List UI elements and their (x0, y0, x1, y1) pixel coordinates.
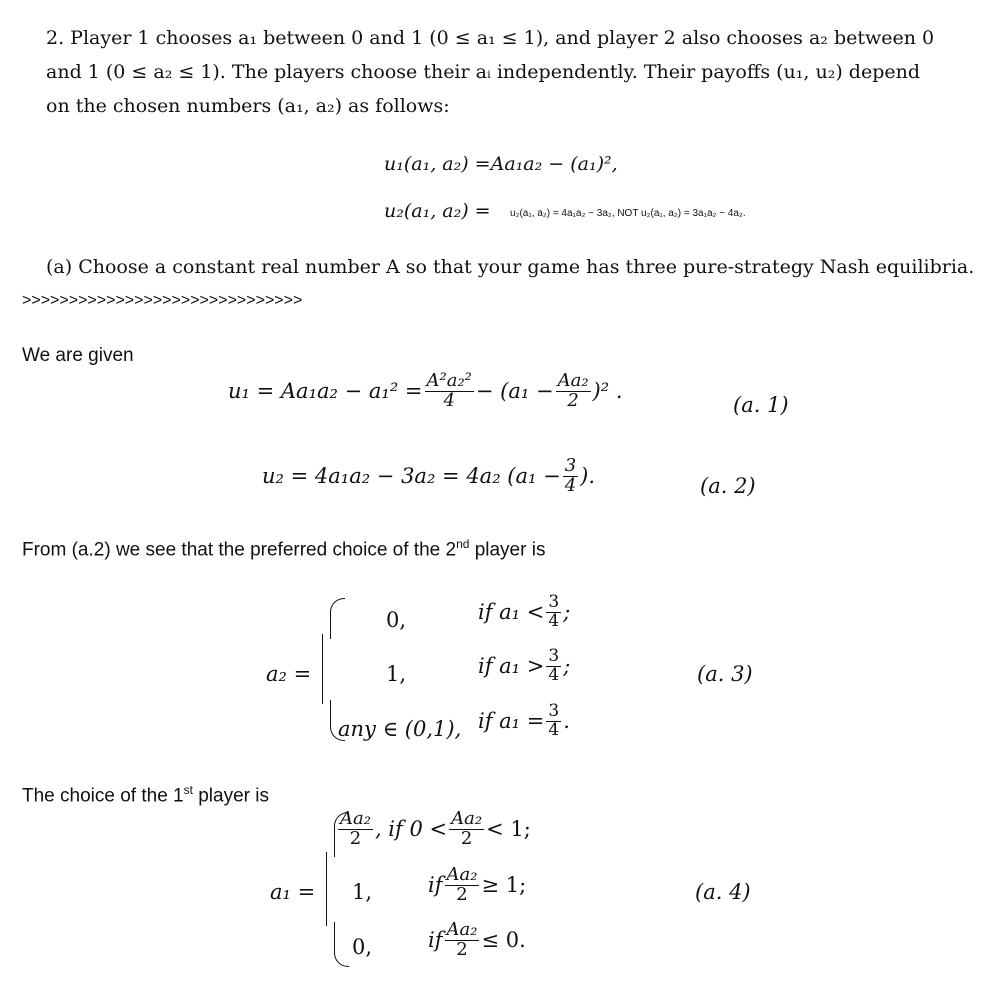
a1-case-1-tail: < 1; (486, 817, 531, 842)
a2-case-2-den: 4 (548, 664, 560, 685)
a1-case-1-cond-den: 2 (460, 827, 473, 849)
choice1-post: player is (192, 785, 269, 807)
a2-case-1-cond (478, 594, 570, 631)
a2-case-3-num: 3 (548, 701, 560, 721)
eq-label-a4: (a. 4) (695, 880, 751, 904)
a2-brace-top (330, 598, 345, 639)
a2-case-1-cond-text: if a₁ < (478, 600, 545, 625)
a2-case-2-num: 3 (548, 646, 560, 666)
eq2-end: ). (580, 464, 596, 489)
eq-label-a1: (a. 1) (733, 393, 789, 417)
a2-case-3-value: any ∈ (0,1), (338, 717, 462, 741)
a1-case-2-cond (428, 866, 526, 905)
second-player-text (22, 537, 545, 561)
eq1-end: )² . (592, 379, 623, 404)
problem-line-3: on the chosen numbers (a₁, a₂) as follows: (46, 95, 450, 117)
a1-brace-mid (326, 852, 327, 926)
a1-case-2-value: 1, (352, 880, 373, 904)
eq-label-a3: (a. 3) (697, 662, 753, 686)
a1-case-2-frac (445, 866, 480, 905)
eq1-frac-den: 4 (443, 389, 455, 411)
a2-case-1-frac (546, 594, 561, 631)
problem-line-2: and 1 (0 ≤ a₂ ≤ 1). The players choose their aᵢ independently. Their payoffs (u₁, u₂) depend (46, 61, 920, 83)
eq2-lhs: u₂ = 4a₁a₂ − 3a₂ = 4a₂ (a₁ − (262, 464, 561, 489)
a2-case-3-den: 4 (548, 719, 560, 740)
a1-case-2-num: Aa₂ (446, 864, 478, 885)
eq-label-a2: (a. 2) (700, 474, 756, 498)
eq1-mid: − (a₁ − (475, 379, 554, 404)
eq1-frac2-den: 2 (567, 389, 579, 411)
a2-case-2-tail: ; (563, 654, 571, 679)
first-player-text (22, 783, 269, 807)
a2-case-2-frac (546, 648, 561, 685)
a1-case-2-if: if (428, 873, 443, 898)
a2-case-2-cond (478, 648, 570, 685)
a1-case-2-tail: ≥ 1; (481, 873, 527, 898)
choice1-pre: The choice of the 1 (22, 785, 184, 807)
a2-case-1-tail: ; (563, 600, 571, 625)
a1-brace-bottom (334, 922, 349, 967)
part-a-question: (a) Choose a constant real number A so that your game has three pure-strategy Nash equilibria. (46, 256, 975, 278)
a1-case-1-num: Aa₂ (340, 808, 371, 829)
a1-case-3-cond (428, 921, 526, 960)
a1-case-3-value: 0, (352, 935, 373, 959)
eq2-frac-num: 3 (564, 455, 577, 476)
eq1-fraction (425, 372, 474, 411)
a1-case-3-den: 2 (456, 938, 468, 960)
a2-lhs: a₂ = (266, 662, 312, 686)
a1-case-1-cond: , if 0 < (374, 817, 448, 842)
eq1-frac-num: A²a₂² (426, 370, 472, 391)
u2-correction-note: u₂(a₁, a₂) = 4a₁a₂ − 3a₂, NOT u₂(a₁, a₂) = 3a₁a₂ − 4a₂. (510, 208, 746, 219)
eq2-frac-den: 4 (564, 474, 577, 496)
a1-case-3-num: Aa₂ (446, 919, 478, 940)
equation-a1 (228, 372, 623, 411)
eq2-fraction (563, 457, 578, 496)
choice1-sup: st (183, 783, 193, 797)
a2-brace-mid (322, 634, 323, 704)
given-label: We are given (22, 345, 134, 366)
a2-case-3-cond (478, 703, 570, 740)
a2-case-2-value: 1, (386, 662, 407, 686)
u1-definition: u₁(a₁, a₂) =Aa₁a₂ − (a₁)², (384, 153, 618, 175)
eq1-fraction-2 (556, 372, 591, 411)
a1-case-1-den: 2 (349, 827, 362, 849)
a2-case-1-den: 4 (548, 610, 560, 631)
a1-case-1-cond-num: Aa₂ (451, 808, 483, 829)
a1-case-3-tail: ≤ 0. (481, 928, 526, 953)
a2-case-3-frac (546, 703, 561, 740)
u2-definition-lhs: u₂(a₁, a₂) = (384, 200, 491, 222)
equation-a2 (262, 457, 595, 496)
a2-case-3-cond-text: if a₁ = (478, 709, 545, 734)
a1-case-2-den: 2 (456, 883, 468, 905)
a1-case-3-if: if (428, 928, 443, 953)
a1-case-1 (336, 810, 531, 849)
a2-case-1-value: 0, (386, 608, 407, 632)
a2-case-3-tail: . (563, 709, 570, 734)
a1-case-1-frac (338, 810, 373, 849)
a2-case-1-num: 3 (548, 592, 560, 612)
pref-text-post: player is (469, 539, 546, 561)
a1-case-3-frac (445, 921, 480, 960)
a2-case-2-cond-text: if a₁ > (478, 654, 545, 679)
a1-lhs: a₁ = (270, 880, 316, 904)
separator-arrows: >>>>>>>>>>>>>>>>>>>>>>>>>>>>>> (22, 292, 303, 309)
pref-text-pre: From (a.2) we see that the preferred choice of the 2 (22, 539, 457, 561)
pref-sup: nd (456, 537, 470, 551)
problem-line-1: 2. Player 1 chooses a₁ between 0 and 1 (0 ≤ a₁ ≤ 1), and player 2 also chooses a₂ between 0 (46, 27, 935, 49)
a1-case-1-cond-frac (449, 810, 484, 849)
eq1-lhs: u₁ = Aa₁a₂ − a₁² = (228, 379, 423, 404)
eq1-frac2-num: Aa₂ (557, 370, 589, 391)
